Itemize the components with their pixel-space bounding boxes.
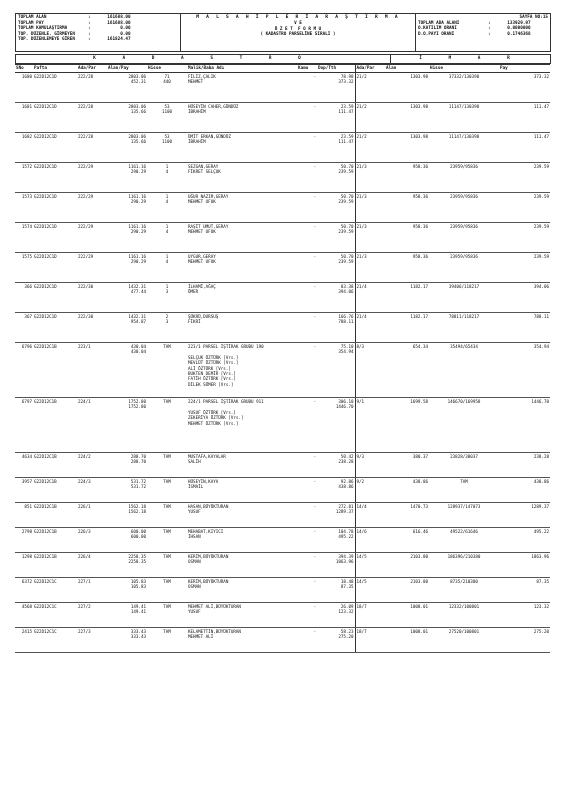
cell-ihisse: 23959/95836 <box>429 163 499 193</box>
colon: : <box>488 31 491 37</box>
cell-malik: KERİM,BÜYÜKTURAN OSMAN <box>187 553 297 578</box>
cell-ialan: 1182.17 <box>385 283 429 313</box>
cell-adapar: 222/29 <box>77 223 107 253</box>
cell-pay: 275.20 <box>499 628 550 653</box>
cell-adapar: 223/1 <box>77 343 107 398</box>
cell-kamu: - <box>297 103 317 133</box>
cell-sno: 2798 <box>15 528 33 553</box>
cell-sno: 1573 <box>15 193 33 223</box>
title-line-1: M A L S A H İ P L E R İ A R A Ş T I R M A <box>196 15 400 20</box>
column-header: Pay <box>499 64 550 73</box>
cell-pafta: G22D12C1D <box>33 133 77 163</box>
cell-iadapar: 21/4 <box>355 283 385 313</box>
colon: : <box>488 26 491 31</box>
total-label: TOPLAM ALAN <box>18 15 47 20</box>
table-row <box>15 313 550 343</box>
cell-adapar: 222/30 <box>77 313 107 343</box>
cell-ialan: 1699.58 <box>385 398 429 453</box>
cell-dop: 18.48 87.35 <box>317 578 355 603</box>
cell-iadapar: 21/3 <box>355 193 385 223</box>
cell-kamu: - <box>297 503 317 528</box>
cell-pay: 394.06 <box>499 283 550 313</box>
cell-pafta: G22D12C1D <box>33 313 77 343</box>
cell-sno: 2415 <box>15 628 33 653</box>
cell-pafta: G22D12C1D <box>33 283 77 313</box>
column-header: Ada/Par <box>355 64 385 73</box>
cell-iadapar: 9/1 <box>355 398 385 453</box>
summary-label: O.KATILIM ORANI <box>418 26 457 31</box>
cell-hisse: TAM <box>147 343 187 398</box>
cell-sno: 1681 <box>15 103 33 133</box>
cell-sno: 1574 <box>15 223 33 253</box>
table-row <box>15 578 550 603</box>
cell-malik: ÜMİT ERKAN,GÜNDÜZ İBRAHİM <box>187 133 297 163</box>
cell-alan: 149.41 149.41 <box>107 603 147 628</box>
cell-malik: MEHABAT,KIYICI İHSAN <box>187 528 297 553</box>
cell-adapar: 224/1 <box>77 398 107 453</box>
cell-alan: 2803.06 452.31 <box>107 73 147 103</box>
cell-malik: UYGUR,GERAY MEHMET UFUK <box>187 253 297 283</box>
band-imar: İ M A R <box>391 55 551 64</box>
cell-hisse: 1 4 <box>147 163 187 193</box>
cell-ihisse: 23959/95836 <box>429 193 499 223</box>
cell-ialan: 1303.98 <box>385 103 429 133</box>
cell-iadapar: 9/3 <box>355 453 385 478</box>
cell-iadapar: 21/2 <box>355 133 385 163</box>
cell-iadapar: 21/3 <box>355 253 385 283</box>
column-header: SNo <box>15 64 33 73</box>
cell-alan: 1432.31 954.87 <box>107 313 147 343</box>
cell-pay: 111.47 <box>499 103 550 133</box>
cell-alan: 105.83 105.83 <box>107 578 147 603</box>
cell-malik: İLHAMİ,AĞAÇ ÖMER <box>187 283 297 313</box>
total-value: 161824.47 <box>107 37 131 42</box>
colon: : <box>88 20 91 26</box>
cell-pafta: G22D12C1B <box>33 343 77 398</box>
cell-dop: 92.86 438.86 <box>317 478 355 503</box>
cell-sno: 1575 <box>15 253 33 283</box>
cell-adapar: 222/28 <box>77 103 107 133</box>
cell-dop: 50.70 239.59 <box>317 253 355 283</box>
cell-dop: 104.78 495.22 <box>317 528 355 553</box>
cell-pafta: G22D12C1D <box>33 253 77 283</box>
cell-ihisse: 35494/65434 <box>429 343 499 398</box>
cell-ihisse: 27520/100801 <box>429 628 499 653</box>
cell-kamu: - <box>297 553 317 578</box>
band-kadastro: K A D A S T R O <box>16 55 391 64</box>
cell-alan: 2803.06 135.66 <box>107 103 147 133</box>
cell-alan: 531.72 531.72 <box>107 478 147 503</box>
cell-alan: 1161.16 290.29 <box>107 163 147 193</box>
cell-ihisse: 23828/38037 <box>429 453 499 478</box>
summary-label: D.O.PAYI ORANI <box>418 31 455 37</box>
cell-hisse: TAM <box>147 453 187 478</box>
cell-dop: 50.70 239.59 <box>317 223 355 253</box>
cell-ihisse: 78811/118217 <box>429 313 499 343</box>
cell-ialan: 616.46 <box>385 528 429 553</box>
cell-kamu: - <box>297 73 317 103</box>
cell-pafta: G22D12C1B <box>33 453 77 478</box>
column-header: Hisse <box>429 64 499 73</box>
cell-ihisse: 39406/118217 <box>429 283 499 313</box>
cell-iadapar: 21/4 <box>355 313 385 343</box>
colon: : <box>88 26 91 31</box>
cell-sno: 1680 <box>15 73 33 103</box>
table-row <box>15 133 550 163</box>
cell-ialan: 2103.80 <box>385 578 429 603</box>
cell-malik: RAŞİT UMUT,GERAY MEHMET UFUK <box>187 223 297 253</box>
table-row <box>15 453 550 478</box>
cell-adapar: 226/4 <box>77 553 107 578</box>
cell-hisse: 1 4 <box>147 253 187 283</box>
cell-ialan: 958.36 <box>385 193 429 223</box>
cell-dop: 50.70 239.59 <box>317 193 355 223</box>
cell-hisse: TAM <box>147 503 187 528</box>
cell-pay: 239.59 <box>499 223 550 253</box>
cell-dop: 306.10 1446.70 <box>317 398 355 453</box>
cell-ihisse: 11147/130398 <box>429 103 499 133</box>
cell-ialan: 654.34 <box>385 343 429 398</box>
cell-iadapar: 21/3 <box>355 163 385 193</box>
cell-sno: 1682 <box>15 133 33 163</box>
cell-malik: SEZGAN,GERAY FİKRET SELÇUK <box>187 163 297 193</box>
cell-adapar: 222/29 <box>77 193 107 223</box>
colon: : <box>88 31 91 37</box>
cell-pafta: G22D12C1D <box>33 193 77 223</box>
title-line-2: V E <box>294 21 302 26</box>
cell-adapar: 222/28 <box>77 133 107 163</box>
cell-malik: FİLİZ,ÇALIK MEHMET <box>187 73 297 103</box>
cell-pafta: G22D12C1B <box>33 398 77 453</box>
total-label: TOP. DÜZENLE. GİRMEYEN <box>18 31 75 37</box>
cell-malik: UĞUR NAZIM,GERAY MEHMET UFUK <box>187 193 297 223</box>
cell-adapar: 222/29 <box>77 163 107 193</box>
cell-pay: 438.86 <box>499 478 550 503</box>
cell-dop: 75.10 354.94 <box>317 343 355 398</box>
cell-alan: 1161.16 290.29 <box>107 193 147 223</box>
cell-dop: 23.59 111.47 <box>317 133 355 163</box>
cell-sno: 6797 <box>15 398 33 453</box>
cell-pay: 239.59 <box>499 163 550 193</box>
cell-ialan: 1470.73 <box>385 503 429 528</box>
cell-ihisse: 8735/210380 <box>429 578 499 603</box>
cell-adapar: 226/3 <box>77 528 107 553</box>
title-line-4: ( KADASTRO PARSELİNE SIRALI ) <box>260 32 336 37</box>
table-row <box>15 398 550 453</box>
table-row <box>15 553 550 578</box>
cell-pay: 239.59 <box>499 253 550 283</box>
cell-iadapar: 14/5 <box>355 553 385 578</box>
table-row <box>15 73 550 103</box>
cell-adapar: 224/3 <box>77 478 107 503</box>
cell-alan: 1432.31 477.44 <box>107 283 147 313</box>
header-summary <box>416 14 551 52</box>
cell-pafta: G22D12C1C <box>33 578 77 603</box>
cell-malik: ŞÜKRÜ,DURSUŞ FİKRİ <box>187 313 297 343</box>
cell-adapar: 224/2 <box>77 453 107 478</box>
cell-hisse: 1 4 <box>147 193 187 223</box>
cell-sno: 3957 <box>15 478 33 503</box>
cell-hisse: 53 1100 <box>147 133 187 163</box>
cell-pay: 788.11 <box>499 313 550 343</box>
summary-value: 0.0000000 <box>507 26 531 31</box>
cell-ialan: 2103.80 <box>385 553 429 578</box>
cell-ialan: 958.36 <box>385 163 429 193</box>
cell-malik: MUSTAFA,KAYALAR SALİH <box>187 453 297 478</box>
cell-hisse: TAM <box>147 528 187 553</box>
cell-pafta: G22D12C1D <box>33 163 77 193</box>
cell-adapar: 226/1 <box>77 503 107 528</box>
cell-pay: 239.59 <box>499 193 550 223</box>
column-header: Kamu <box>297 64 317 73</box>
cell-ihisse: TAM <box>429 478 499 503</box>
table-row <box>15 103 550 133</box>
cell-dop: 272.81 1289.37 <box>317 503 355 528</box>
table-row <box>15 283 550 313</box>
total-value: 161688.00 <box>107 15 131 20</box>
cell-adapar: 227/2 <box>77 603 107 628</box>
cell-malik: KERİM,BÜYÜKTURAN OSMAN <box>187 578 297 603</box>
cell-alan: 1161.16 290.29 <box>107 223 147 253</box>
cell-pay: 87.35 <box>499 578 550 603</box>
column-header: Alan/Pay <box>107 64 147 73</box>
table-row <box>15 223 550 253</box>
cell-iadapar: 21/3 <box>355 223 385 253</box>
cell-ialan: 958.36 <box>385 223 429 253</box>
cell-ihisse: 186396/210380 <box>429 553 499 578</box>
cell-kamu: - <box>297 193 317 223</box>
report-page <box>15 13 550 653</box>
cell-pafta: G22D12C1D <box>33 223 77 253</box>
cell-pay: 495.22 <box>499 528 550 553</box>
cell-alan: 2803.06 135.66 <box>107 133 147 163</box>
cell-pafta: G22D12C1B <box>33 528 77 553</box>
table-row <box>15 343 550 398</box>
table-row <box>15 193 550 223</box>
cell-alan: 288.70 288.70 <box>107 453 147 478</box>
column-header: Hisse <box>147 64 187 73</box>
cell-malik: 223/1 PARSEL İŞTİRAK GRUBU 190 SELÇUK ÖZTÜRK [Vrs.] MEVLÜT ÖZTÜRK [Vrs.] ALİ ÖZTÜRK [Vrs.] BUKTEN DEMİR [Vrs.] FATİH ÖZTÜRK [Vrs.] DİLEK SÜMER [Vrs.] <box>187 343 297 398</box>
cell-iadapar: 9/2 <box>355 478 385 503</box>
column-header: Pafta <box>33 64 77 73</box>
summary-value: 0.1746368 <box>507 31 531 37</box>
cell-kamu: - <box>297 223 317 253</box>
cell-ialan: 438.86 <box>385 478 429 503</box>
table-row <box>15 163 550 193</box>
colon: : <box>488 20 491 26</box>
title-line-3: Ö Z E T F O R M U <box>274 26 322 32</box>
cell-kamu: - <box>297 603 317 628</box>
cell-malik: KELAMETTİN,BÜYÜKTURAN MEHMET ALİ <box>187 628 297 653</box>
cell-sno: 4568 <box>15 603 33 628</box>
cell-alan: 2258.35 2258.35 <box>107 553 147 578</box>
cell-iadapar: 14/5 <box>355 578 385 603</box>
cell-alan: 1562.18 1562.18 <box>107 503 147 528</box>
total-value: 0.00 <box>120 26 131 31</box>
cell-kamu: - <box>297 283 317 313</box>
cell-pafta: G22D12C1B <box>33 478 77 503</box>
cell-sno: 1298 <box>15 553 33 578</box>
table-row <box>15 603 550 628</box>
cell-kamu: - <box>297 398 317 453</box>
cell-sno: 851 <box>15 503 33 528</box>
cell-hisse: 2 3 <box>147 313 187 343</box>
total-label: TOP. DÜZENLEMEYE GİREN <box>18 37 75 42</box>
parcel-table <box>15 64 550 654</box>
header-totals <box>16 14 181 52</box>
page-number: SAYFA NO:15 <box>519 15 548 20</box>
summary-value: 133929.97 <box>507 20 531 26</box>
cell-kamu: - <box>297 628 317 653</box>
cell-pay: 373.32 <box>499 73 550 103</box>
cell-pay: 238.28 <box>499 453 550 478</box>
cell-dop: 78.98 373.32 <box>317 73 355 103</box>
cell-dop: 50.42 238.28 <box>317 453 355 478</box>
cell-adapar: 227/3 <box>77 628 107 653</box>
cell-pay: 111.47 <box>499 133 550 163</box>
cell-alan: 333.43 333.43 <box>107 628 147 653</box>
cell-ialan: 1008.01 <box>385 603 429 628</box>
cell-dop: 58.23 275.20 <box>317 628 355 653</box>
cell-hisse: 71 440 <box>147 73 187 103</box>
cell-adapar: 222/30 <box>77 283 107 313</box>
cell-alan: 430.04 430.04 <box>107 343 147 398</box>
cell-pafta: G22D12C1B <box>33 553 77 578</box>
cell-pay: 354.94 <box>499 343 550 398</box>
cell-iadapar: 8/3 <box>355 343 385 398</box>
cell-pafta: G22D12C1B <box>33 503 77 528</box>
cell-ialan: 1182.17 <box>385 313 429 343</box>
cell-ihisse: 37332/130398 <box>429 73 499 103</box>
cell-kamu: - <box>297 133 317 163</box>
cell-hisse: TAM <box>147 478 187 503</box>
cell-ihisse: 49522/61646 <box>429 528 499 553</box>
cell-malik: MEHMET ALİ,BÜYÜKTURAN YUSUF <box>187 603 297 628</box>
cell-pay: 1446.70 <box>499 398 550 453</box>
cell-sno: 367 <box>15 313 33 343</box>
cell-iadapar: 14/4 <box>355 503 385 528</box>
cell-sno: 6796 <box>15 343 33 398</box>
table-row <box>15 503 550 528</box>
header-title <box>181 14 416 52</box>
column-header: Ada/Par <box>77 64 107 73</box>
cell-kamu: - <box>297 253 317 283</box>
cell-hisse: TAM <box>147 578 187 603</box>
cell-kamu: - <box>297 578 317 603</box>
colon: : <box>88 37 91 42</box>
cell-hisse: TAM <box>147 603 187 628</box>
column-header: Malik/Baba Adı <box>187 64 297 73</box>
cell-sno: 4634 <box>15 453 33 478</box>
cell-pafta: G22D12C1C <box>33 603 77 628</box>
cell-hisse: TAM <box>147 398 187 453</box>
colon: : <box>88 15 91 20</box>
total-value: 0.00 <box>120 31 131 37</box>
cell-sno: 1572 <box>15 163 33 193</box>
cell-dop: 23.59 111.47 <box>317 103 355 133</box>
cell-alan: 1752.80 1752.80 <box>107 398 147 453</box>
summary-label: TOPLAM ADA ALANI <box>418 20 460 26</box>
summary-row <box>418 32 548 38</box>
cell-dop: 166.76 788.11 <box>317 313 355 343</box>
cell-ihisse: 11147/130398 <box>429 133 499 163</box>
cell-malik: HÜSEYİN CAHER,GÜNDÜZ İBRAHİM <box>187 103 297 133</box>
cell-ihisse: 146670/169958 <box>429 398 499 453</box>
cell-sno: 6372 <box>15 578 33 603</box>
cell-ihisse: 12332/100801 <box>429 603 499 628</box>
table-row <box>15 528 550 553</box>
cell-kamu: - <box>297 453 317 478</box>
cell-ihisse: 128937/147073 <box>429 503 499 528</box>
cell-pay: 123.32 <box>499 603 550 628</box>
total-row <box>18 37 178 43</box>
cell-hisse: TAM <box>147 553 187 578</box>
cell-hisse: TAM <box>147 628 187 653</box>
total-value: 161688.00 <box>107 20 131 26</box>
report-header <box>15 13 551 52</box>
cell-pay: 1289.37 <box>499 503 550 528</box>
cell-pay: 1863.96 <box>499 553 550 578</box>
cell-pafta: G22D12C1C <box>33 628 77 653</box>
table-row <box>15 478 550 503</box>
cell-iadapar: 21/2 <box>355 103 385 133</box>
column-header: Dop/Tth <box>317 64 355 73</box>
cell-iadapar: 14/6 <box>355 528 385 553</box>
cell-sno: 366 <box>15 283 33 313</box>
column-header: Alan <box>385 64 429 73</box>
cell-adapar: 227/1 <box>77 578 107 603</box>
cell-adapar: 222/28 <box>77 73 107 103</box>
cell-pafta: G22D12C1D <box>33 103 77 133</box>
cell-ihisse: 23959/95836 <box>429 223 499 253</box>
cell-ialan: 1303.98 <box>385 133 429 163</box>
cell-dop: 83.38 394.06 <box>317 283 355 313</box>
cell-adapar: 222/29 <box>77 253 107 283</box>
cell-kamu: - <box>297 163 317 193</box>
cell-kamu: - <box>297 343 317 398</box>
cell-kamu: - <box>297 478 317 503</box>
cell-dop: 50.70 239.59 <box>317 163 355 193</box>
cell-alan: 1161.16 290.29 <box>107 253 147 283</box>
cell-iadapar: 18/7 <box>355 628 385 653</box>
cell-hisse: 1 3 <box>147 283 187 313</box>
cell-iadapar: 18/7 <box>355 603 385 628</box>
cell-dop: 394.39 1863.96 <box>317 553 355 578</box>
cell-hisse: 1 4 <box>147 223 187 253</box>
cell-ihisse: 23959/95836 <box>429 253 499 283</box>
cell-pafta: G22D12C1D <box>33 73 77 103</box>
cell-ialan: 1008.01 <box>385 628 429 653</box>
total-label: TOPLAM PAY <box>18 20 44 26</box>
cell-ialan: 958.36 <box>385 253 429 283</box>
cell-malik: 224/1 PARSEL İŞTİRAK GRUBU 911 YUSUF ÖZTÜRK [Vrs.] ZEKERİYA ÖZTÜRK [Vrs.] MEHMET ÖZTÜRK [Vrs.] <box>187 398 297 453</box>
cell-dop: 26.09 123.32 <box>317 603 355 628</box>
cell-ialan: 380.37 <box>385 453 429 478</box>
cell-kamu: - <box>297 313 317 343</box>
total-label: TOPLAM KAMULAŞTIRMA <box>18 26 68 31</box>
section-bands <box>15 54 551 64</box>
cell-malik: HÜSEYİN,KAYA İSMAİL <box>187 478 297 503</box>
cell-alan: 600.00 600.00 <box>107 528 147 553</box>
table-row <box>15 628 550 653</box>
cell-ialan: 1303.98 <box>385 73 429 103</box>
cell-hisse: 53 1100 <box>147 103 187 133</box>
cell-malik: HASAN,BÜYÜKTURAN YUSUF <box>187 503 297 528</box>
cell-iadapar: 21/2 <box>355 73 385 103</box>
cell-kamu: - <box>297 528 317 553</box>
table-row <box>15 253 550 283</box>
